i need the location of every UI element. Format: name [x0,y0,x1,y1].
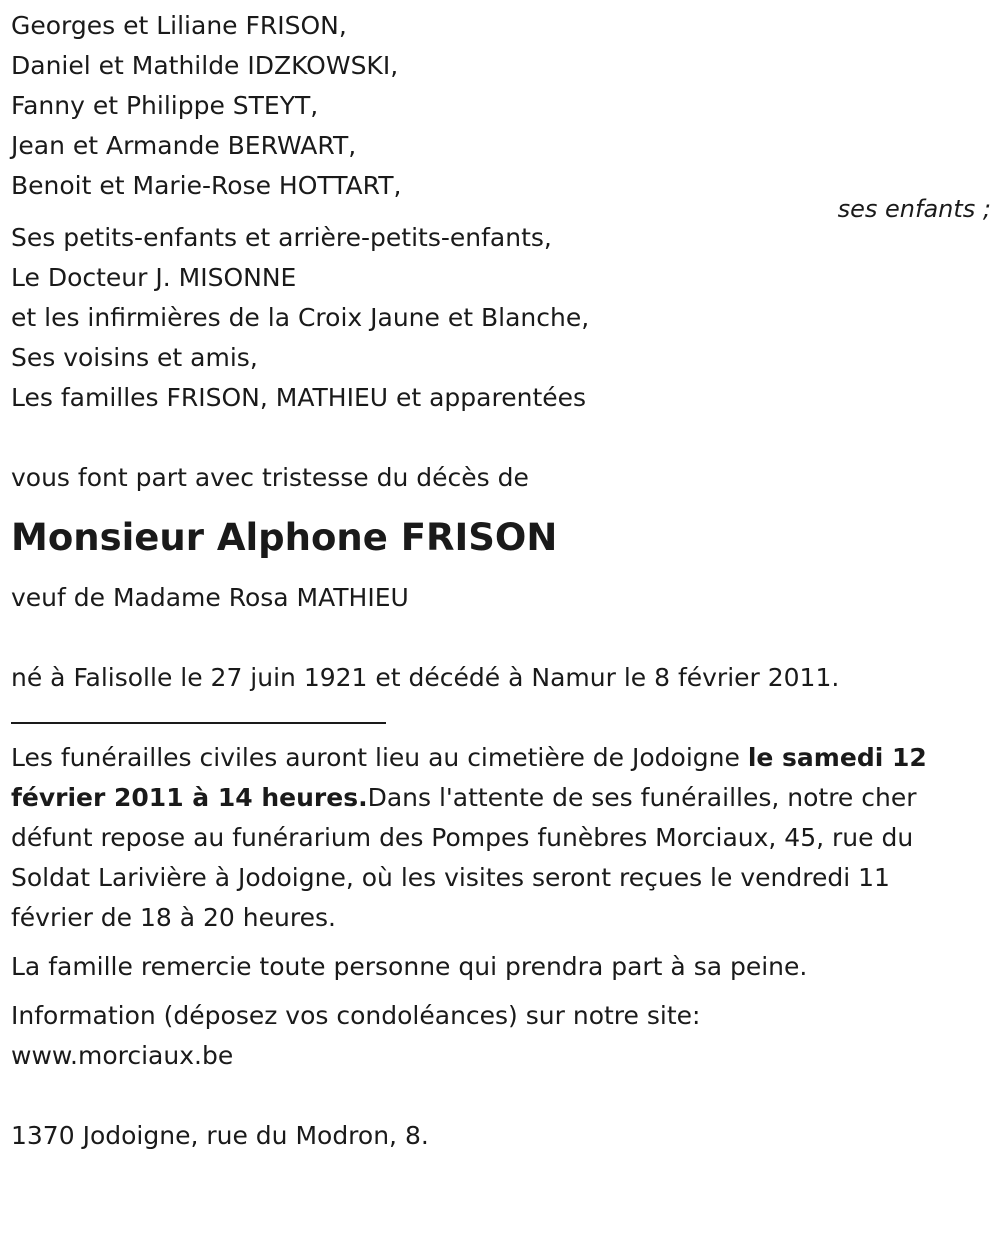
funeral-details: Dans l'attente de ses funérailles, notre cher défunt repose au funérarium des Pompes funèbres Morciaux, 45, rue du Soldat Larivière à Jodoigne, où les visites seront reçues le vendredi 11 février de 18 à 20 heures. [11,783,917,932]
funeral-date: le samedi 12 février 2011 à 14 heures. [11,743,927,812]
family-line: Les familles FRISON, MATHIEU et apparentées [11,383,587,412]
thanks-text: La famille remercie toute personne qui prendra part à sa peine. [11,952,808,981]
child-couple: Daniel et Mathilde IDZKOWSKI, [11,51,399,80]
widow-of-text: veuf de Madame Rosa MATHIEU [11,583,409,612]
obituary-notice [11,6,991,1156]
funeral-intro: Les funérailles civiles auront lieu au cimetière de Jodoigne [11,743,748,772]
family-line: Le Docteur J. MISONNE [11,263,297,292]
website-link[interactable]: www.morciaux.be [11,1041,234,1070]
child-couple: Fanny et Philippe STEYT, [11,91,319,120]
deceased-name: Monsieur Alphone FRISON [11,516,558,559]
funeral-paragraph [11,738,976,938]
child-couple: Jean et Armande BERWART, [11,131,357,160]
separator-rule [11,722,386,724]
family-line: et les infirmières de la Croix Jaune et Blanche, [11,303,590,332]
children-role: ses enfants ; [837,195,991,223]
address-text: 1370 Jodoigne, rue du Modron, 8. [11,1121,429,1150]
birth-death-text: né à Falisolle le 27 juin 1921 et décédé à Namur le 8 février 2011. [11,663,840,692]
info-label: Information (déposez vos condoléances) sur notre site: [11,1001,701,1030]
child-couple: Georges et Liliane FRISON, [11,11,347,40]
family-line: Ses petits-enfants et arrière-petits-enfants, [11,223,552,252]
info-block [11,996,991,1076]
family-list [11,218,991,418]
announcement-text: vous font part avec tristesse du décès de [11,463,529,492]
child-couple: Benoit et Marie-Rose HOTTART, [11,171,402,200]
family-line: Ses voisins et amis, [11,343,258,372]
children-list [11,6,991,223]
